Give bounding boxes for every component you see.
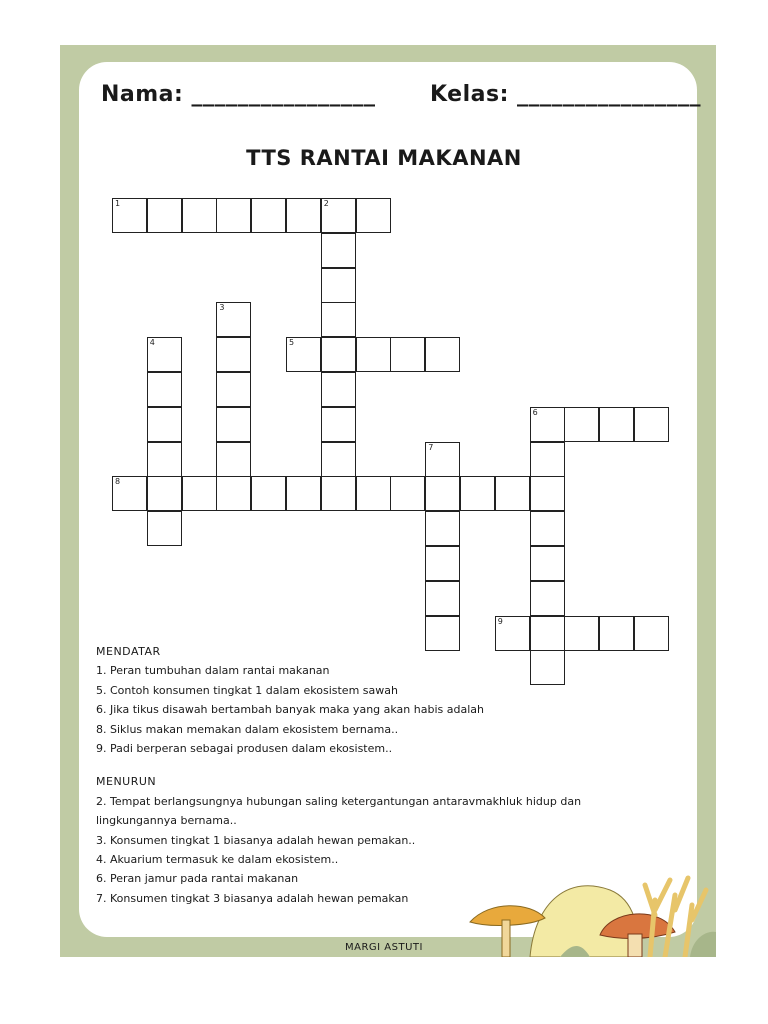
crossword-cell[interactable] — [425, 511, 460, 546]
crossword-cell[interactable] — [216, 198, 251, 233]
crossword-cell[interactable] — [425, 442, 460, 477]
crossword-cell[interactable] — [356, 198, 391, 233]
across-clue: 6. Jika tikus disawah bertambah banyak maka yang akan habis adalah — [96, 703, 484, 717]
crossword-cell[interactable] — [147, 476, 182, 511]
clue-number: 9 — [497, 616, 503, 626]
crossword-cell[interactable] — [530, 581, 565, 616]
crossword-cell[interactable] — [356, 337, 391, 372]
crossword-cell[interactable] — [321, 268, 356, 303]
crossword-cell[interactable] — [321, 233, 356, 268]
crossword-cell[interactable] — [251, 198, 286, 233]
crossword-cell[interactable] — [530, 511, 565, 546]
crossword-cell[interactable] — [286, 476, 321, 511]
down-clue: 2. Tempat berlangsungnya hubungan saling ketergantungan antaravmakhluk hidup dan — [96, 794, 582, 808]
crossword-cell[interactable] — [321, 337, 356, 372]
across-clue: 9. Padi berperan sebagai produsen dalam ekosistem.. — [96, 742, 393, 756]
crossword-cell[interactable] — [216, 372, 251, 407]
crossword-cell[interactable] — [147, 372, 182, 407]
crossword-cell[interactable] — [634, 407, 669, 442]
down-clue: 3. Konsumen tingkat 1 biasanya adalah hewan pemakan.. — [96, 833, 416, 847]
crossword-cell[interactable] — [216, 442, 251, 477]
crossword-cell[interactable] — [216, 407, 251, 442]
crossword-cell[interactable] — [599, 407, 634, 442]
clue-number: 3 — [219, 303, 225, 313]
crossword-cell[interactable] — [425, 581, 460, 616]
clue-number: 4 — [149, 338, 155, 348]
crossword-cell[interactable] — [112, 198, 147, 233]
crossword-cell[interactable] — [286, 337, 321, 372]
crossword-cell[interactable] — [251, 476, 286, 511]
crossword-cell[interactable] — [147, 407, 182, 442]
across-heading: MENDATAR — [96, 645, 161, 658]
crossword-cell[interactable] — [182, 476, 217, 511]
crossword-cell[interactable] — [425, 546, 460, 581]
crossword-cell[interactable] — [425, 337, 460, 372]
page-title: TTS RANTAI MAKANAN — [246, 146, 522, 170]
crossword-cell[interactable] — [147, 198, 182, 233]
crossword-cell[interactable] — [356, 476, 391, 511]
crossword-cell[interactable] — [530, 546, 565, 581]
crossword-cell[interactable] — [530, 407, 565, 442]
clue-number: 1 — [115, 199, 121, 208]
crossword-cell[interactable] — [390, 337, 425, 372]
crossword-cell[interactable] — [321, 198, 356, 233]
clue-number: 2 — [323, 199, 329, 208]
author-credit: MARGI ASTUTI — [345, 942, 423, 953]
class-field-label: Kelas: ________________ — [430, 82, 702, 107]
crossword-cell[interactable] — [390, 476, 425, 511]
crossword-cell[interactable] — [147, 337, 182, 372]
clue-number: 5 — [289, 338, 295, 348]
crossword-cell[interactable] — [112, 476, 147, 511]
crossword-cell[interactable] — [147, 442, 182, 477]
down-clue: 7. Konsumen tingkat 3 biasanya adalah hewan pemakan — [96, 891, 409, 905]
crossword-cell[interactable] — [460, 476, 495, 511]
crossword-cell[interactable] — [321, 372, 356, 407]
down-clue: 6. Peran jamur pada rantai makanan — [96, 872, 299, 886]
crossword-cell[interactable] — [530, 476, 565, 511]
name-field-label: Nama: ________________ — [101, 82, 376, 107]
crossword-cell[interactable] — [216, 302, 251, 337]
down-heading: MENURUN — [96, 775, 157, 789]
crossword-cell[interactable] — [147, 511, 182, 546]
crossword-cell[interactable] — [321, 442, 356, 477]
crossword-cell[interactable] — [321, 407, 356, 442]
crossword-cell[interactable] — [216, 337, 251, 372]
crossword-cell[interactable] — [564, 407, 599, 442]
crossword-cell[interactable] — [425, 476, 460, 511]
down-clue: lingkungannya bernama.. — [96, 814, 237, 828]
crossword-cell[interactable] — [321, 476, 356, 511]
crossword-cell[interactable] — [321, 302, 356, 337]
crossword-cell[interactable] — [495, 476, 530, 511]
across-clue: 1. Peran tumbuhan dalam rantai makanan — [96, 664, 330, 678]
clue-number: 6 — [532, 407, 538, 417]
clue-number: 7 — [428, 442, 434, 452]
across-clue: 8. Siklus makan memakan dalam ekosistem bernama.. — [96, 722, 399, 736]
clue-number: 8 — [115, 477, 121, 487]
across-clue: 5. Contoh konsumen tingkat 1 dalam ekosistem sawah — [96, 683, 398, 697]
crossword-cell[interactable] — [182, 198, 217, 233]
crossword-cell[interactable] — [530, 442, 565, 477]
down-clue: 4. Akuarium termasuk ke dalam ekosistem.. — [96, 853, 339, 867]
crossword-cell[interactable] — [216, 476, 251, 511]
crossword-cell[interactable] — [286, 198, 321, 233]
